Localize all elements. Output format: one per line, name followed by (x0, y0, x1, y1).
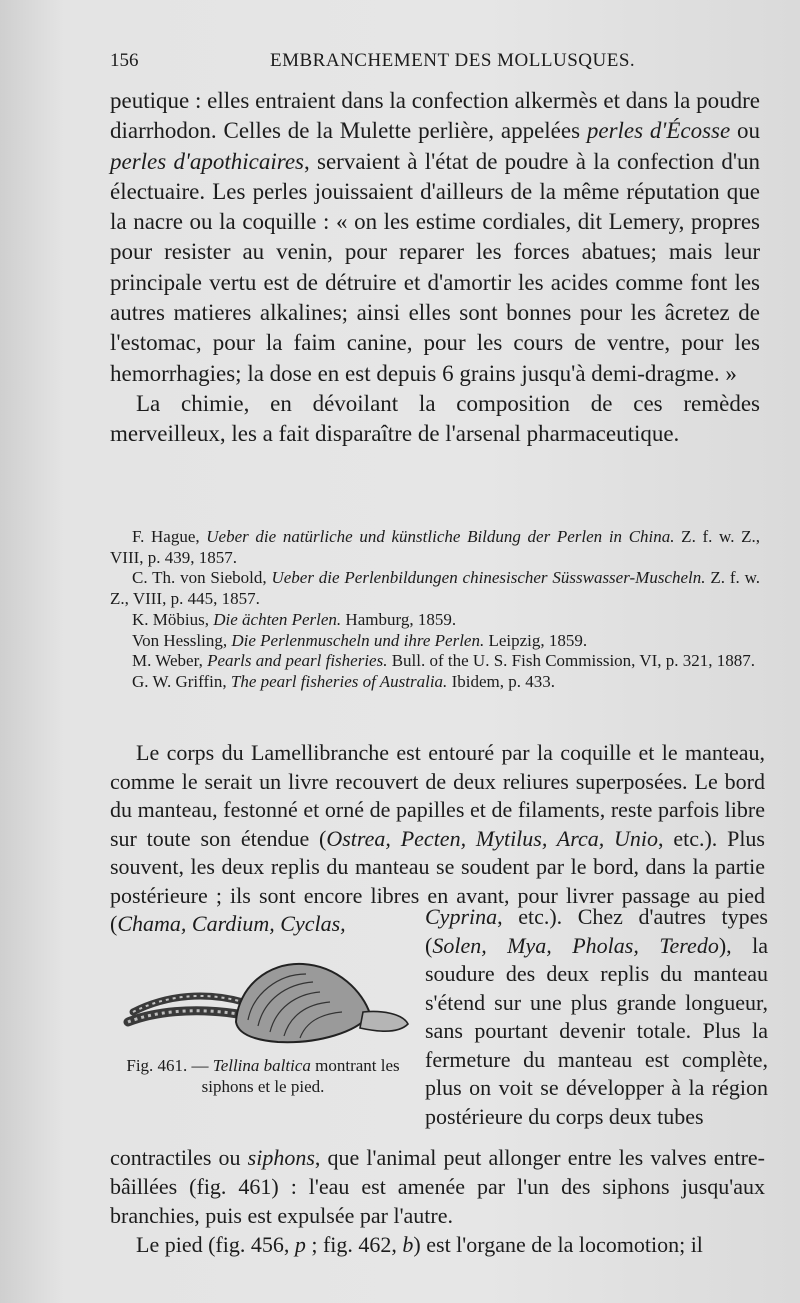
italic-text: Solen, Mya, Pholas, Teredo (432, 932, 719, 958)
running-title: EMBRANCHEMENT DES MOLLUSQUES. (270, 50, 636, 71)
text-run: Ibidem, p. 433. (447, 671, 555, 691)
text-run: Leipzig, 1859. (484, 630, 588, 650)
text-run: Z. f. w. Z., VIII, p. 445, 1857. (110, 568, 760, 609)
text-run: F. Hague, (132, 527, 207, 546)
text-run: ) est l'organe de la locomotion; il (413, 1232, 703, 1257)
tellina-shell-illustration-icon (108, 952, 418, 1052)
text-run: M. Weber, (132, 651, 208, 671)
text-run: Le corps du Lamellibranche est entouré par la coquille et le manteau, comme le serait un livre recouvert de deux reliures superposées. Le bord du manteau, festonné et orné de papilles et de filaments, reste parfois libre sur toute son étendue ( (110, 740, 765, 851)
text-run: , etc.). Chez d'autres types ( (425, 904, 768, 958)
text-run: montrant les siphons et le pied. (201, 1056, 400, 1096)
text-run: Bull. of the U. S. Fish Commission, VI, p. 321, 1887. (387, 651, 756, 671)
body-text-bottom (110, 1143, 765, 1259)
italic-text: Die Perlenmuscheln und ihre Perlen. (231, 630, 485, 650)
italic-text: b (402, 1232, 414, 1257)
references-list (110, 527, 760, 693)
italic-text: Ueber die Perlenbildungen chinesischer Süsswasser-Muscheln. (271, 568, 706, 588)
text-run: ou (730, 118, 761, 144)
italic-text: perles d'Écosse (586, 118, 731, 144)
paragraph-chemistry (110, 389, 760, 450)
page-number: 156 (110, 50, 139, 71)
italic-text: Cyprina (425, 904, 498, 929)
italic-text: siphons (247, 1145, 315, 1170)
reference-item (110, 651, 760, 672)
text-run: , etc.). Plus souvent, les deux replis du manteau se soudent par le bord, dans la partie postérieure ; ils sont encore libres en avant, pour livrer passage au pied ( (110, 825, 765, 936)
paragraph-siphons (110, 1143, 765, 1230)
text-run: Le pied (fig. 456, (136, 1232, 295, 1257)
text-run: C. Th. von Siebold, (132, 568, 272, 588)
reference-item (110, 672, 760, 693)
text-run: G. W. Griffin, (132, 671, 231, 691)
italic-text: Die ächten Perlen. (213, 609, 342, 629)
text-run: K. Möbius, (132, 609, 214, 629)
text-run: , que l'animal peut allonger entre les valves entre-bâillées (fig. 461) : l'eau est amenée par l'un des siphons jusqu'aux branchies, puis est expulsée par l'autre. (110, 1145, 765, 1228)
figure-caption (108, 1055, 418, 1097)
italic-text: Tellina baltica (212, 1056, 311, 1075)
side-text-column (425, 903, 768, 1131)
body-text-top (110, 86, 760, 450)
reference-item (110, 568, 760, 609)
reference-item (110, 527, 760, 568)
paragraph-remedies (110, 86, 760, 389)
italic-text: p (294, 1232, 306, 1257)
italic-text: The pearl fisheries of Australia. (230, 671, 448, 691)
text-run: ; fig. 462, (305, 1232, 403, 1257)
italic-text: Ostrea, Pecten, Mytilus, Arca, Unio (326, 825, 659, 851)
text-run: Hamburg, 1859. (341, 609, 457, 629)
reference-item (110, 610, 760, 631)
italic-text: Pearls and pearl fisheries. (207, 651, 388, 671)
paragraph-siphons-side (425, 903, 768, 1131)
italic-text: perles d'apothicaires (110, 148, 305, 174)
figure-461 (108, 952, 418, 1112)
text-run: ), la soudure des deux replis du manteau s'étend sur une plus grande longueur, sans pourtant devenir totale. Plus la fermeture du manteau est complète, plus on voit se développer à la région postérieure du corps deux tubes (425, 932, 769, 1129)
italic-text: Ueber die natürliche und künstliche Bildung der Perlen in China. (206, 527, 675, 546)
paragraph-foot (110, 1230, 765, 1259)
text-run: La chimie, en dévoilant la composition de ces remèdes merveilleux, les a fait disparaître de l'arsenal pharmaceutique. (110, 390, 760, 447)
text-run: , servaient à l'état de poudre à la confection d'un électuaire. Les perles jouissaient d'ailleurs de la même réputation que la nacre ou la coquille : « on les estime cordiales, dit Lemery, propres pour resister au venin, pour reparer les forces abatues; mais leur principale vertu est de détruire et d'amortir les acides comme font les autres matieres alkalines; ainsi elles sont bonnes pour les âcretez de l'estomac, pour la faim canine, pour les cours de ventre, pour les hemorrhagies; la dose en est depuis 6 grains jusqu'à demi-dragme. » (110, 148, 760, 386)
text-run: Von Hessling, (132, 630, 232, 650)
text-run: contractiles ou (110, 1145, 248, 1170)
text-run: peutique : elles entraient dans la confection alkermès et dans la poudre diarrhodon. Celles de la Mulette perlière, appelées (110, 88, 760, 144)
italic-text: Chama, Cardium, Cyclas, (117, 911, 346, 936)
reference-item (110, 631, 760, 652)
text-run: Z. f. w. Z., VIII, p. 439, 1857. (110, 527, 760, 567)
text-run: Fig. 461. — (126, 1056, 213, 1075)
